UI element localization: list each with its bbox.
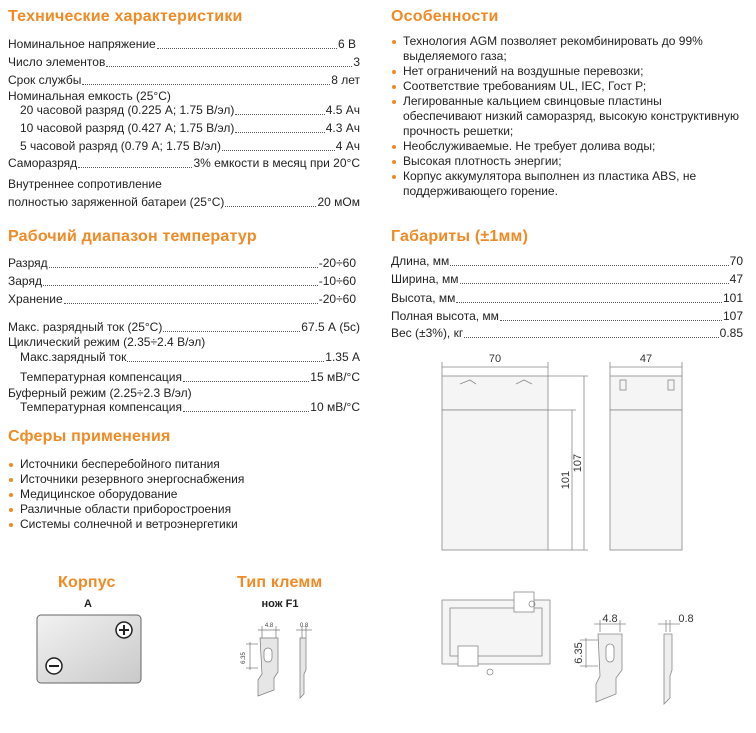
spec-label: Высота, мм (391, 291, 456, 305)
temp-row-storage (8, 291, 356, 307)
spec-value: 10 мВ/°С (310, 400, 360, 414)
temp-row-maxdischarge (8, 319, 360, 335)
applications-list (8, 457, 358, 532)
positive-terminal-icon (116, 622, 132, 638)
spec-row-selfdischarge (8, 155, 360, 171)
case-type: A (84, 598, 92, 610)
spec-value: 107 (722, 309, 743, 323)
spec-value: 4.3 Ач (325, 121, 360, 135)
spec-value: 1.35 А (325, 350, 360, 364)
spec-label: Макс.зарядный ток (20, 350, 127, 364)
spec-value: -10÷60 (318, 274, 356, 288)
spec-row-cap20 (20, 102, 360, 118)
spec-label: Температурная компенсация (20, 370, 182, 384)
spec-label: Вес (±3%), кг (391, 326, 464, 340)
list-item: Соответствие требованиям UL, IEC, Гост Р; (391, 79, 741, 94)
spec-value: 70 (729, 254, 743, 268)
terminal-small-drawing (236, 618, 320, 702)
dim-label-6-35: 6.35 (573, 642, 585, 664)
spec-value: 4.5 Ач (325, 103, 360, 117)
resistance-line1: Внутреннее сопротивление (8, 177, 162, 191)
list-item: Технология AGM позволяет рекомбинировать до 99% выделяемого газа; (391, 34, 741, 64)
spec-value: 47 (729, 272, 743, 286)
cyclic-header: Циклический режим (2.35÷2.4 В/эл) (8, 335, 206, 349)
specs-title: Технические характеристики (8, 8, 243, 25)
list-item: Необслуживаемые. Не требует долива воды; (391, 139, 741, 154)
case-title: Корпус (58, 574, 116, 591)
list-item: Источники бесперебойного питания (8, 457, 358, 472)
spec-value: 67.5 А (5с) (301, 320, 360, 334)
features-title: Особенности (391, 8, 499, 25)
dim-4-8: 4.8 (264, 623, 274, 629)
list-item: Источники резервного энергоснабжения (8, 472, 358, 487)
spec-label: Полная высота, мм (391, 309, 499, 323)
spec-label: Температурная компенсация (20, 400, 182, 414)
spec-label: Число элементов (8, 55, 106, 69)
spec-value: -20÷60 (318, 256, 356, 270)
dim-row-length (391, 253, 743, 269)
dim-row-width (391, 271, 743, 287)
spec-row-life (8, 72, 360, 88)
list-item: Нет ограничений на воздушные перевозки; (391, 64, 741, 79)
spec-label: Макс. разрядный ток (25°С) (8, 320, 163, 334)
list-item: Медицинское оборудование (8, 487, 358, 502)
spec-label: Срок службы (8, 73, 82, 87)
terminal-title: Тип клемм (237, 574, 323, 591)
temp-row-comp2 (20, 399, 360, 415)
spec-label: 10 часовой разряд (0.427 А; 1.75 В/эл) (20, 121, 235, 135)
negative-terminal-icon (46, 658, 62, 674)
list-item: Корпус аккумулятора выполнен из пластика ABS, не поддерживающего горение. (391, 169, 741, 199)
list-item: Системы солнечной и ветроэнергетики (8, 517, 358, 532)
dim-label-4-8: 4.8 (602, 613, 618, 625)
list-item: Различные области приборостроения (8, 502, 358, 517)
spec-value: 3% емкости в месяц при 20°С (193, 156, 360, 170)
spec-label: 20 часовой разряд (0.225 А; 1.75 В/эл) (20, 103, 235, 117)
temperature-title: Рабочий диапазон температур (8, 228, 257, 245)
spec-label: Хранение (8, 292, 63, 306)
spec-row-resistance (8, 194, 360, 210)
battery-drawing (430, 350, 756, 710)
dim-row-height (391, 290, 743, 306)
spec-value: 3 (353, 55, 360, 69)
spec-value: 6 В (337, 37, 356, 51)
list-item: Легированные кальцием свинцовые пластины обеспечивают низкий саморазряд, высокую конструктивную прочность решетки; (391, 94, 741, 139)
dim-6-35: 6.35 (241, 652, 247, 664)
temp-row-charge (8, 273, 356, 289)
dim-row-weight (391, 325, 743, 341)
temp-row-discharge (8, 255, 356, 271)
spec-label: Саморазряд (8, 156, 78, 170)
terminal-type: нож F1 (261, 598, 299, 610)
spec-row-voltage (8, 36, 356, 52)
temp-row-maxcharge (20, 349, 360, 365)
spec-row-cap10 (20, 120, 360, 136)
dim-label-107: 107 (572, 453, 584, 473)
spec-value: 8 лет (331, 73, 360, 87)
spec-value: -20÷60 (318, 292, 356, 306)
features-list (391, 34, 741, 199)
spec-row-cells (8, 54, 360, 70)
spec-value: 15 мВ/°С (310, 370, 360, 384)
spec-value: 4 Ач (335, 139, 360, 153)
spec-label: полностью заряженной батареи (25°С) (8, 195, 225, 209)
dimensions-title: Габариты (±1мм) (391, 228, 529, 245)
dim-label-0-8: 0.8 (678, 613, 694, 625)
list-item: Высокая плотность энергии; (391, 154, 741, 169)
buffer-header: Буферный режим (2.25÷2.3 В/эл) (8, 386, 192, 400)
dim-label-70: 70 (488, 353, 502, 365)
dim-0-8: 0.8 (299, 623, 309, 629)
spec-row-cap5 (20, 138, 360, 154)
applications-title: Сферы применения (8, 428, 171, 445)
dim-label-101: 101 (560, 470, 572, 490)
case-top-view (36, 614, 142, 684)
spec-label: Длина, мм (391, 254, 450, 268)
spec-label: 5 часовой разряд (0.79 А; 1.75 В/эл) (20, 139, 222, 153)
spec-label: Ширина, мм (391, 272, 459, 286)
capacity-header: Номинальная емкость (25°С) (8, 89, 171, 103)
spec-value: 101 (722, 291, 743, 305)
spec-value: 20 мОм (317, 195, 360, 209)
dim-row-fullheight (391, 308, 743, 324)
temp-row-comp1 (20, 369, 360, 385)
spec-label: Заряд (8, 274, 42, 288)
spec-label: Номинальное напряжение (8, 37, 156, 51)
spec-label: Разряд (8, 256, 48, 270)
dim-label-47: 47 (639, 353, 653, 365)
spec-value: 0.85 (719, 326, 743, 340)
